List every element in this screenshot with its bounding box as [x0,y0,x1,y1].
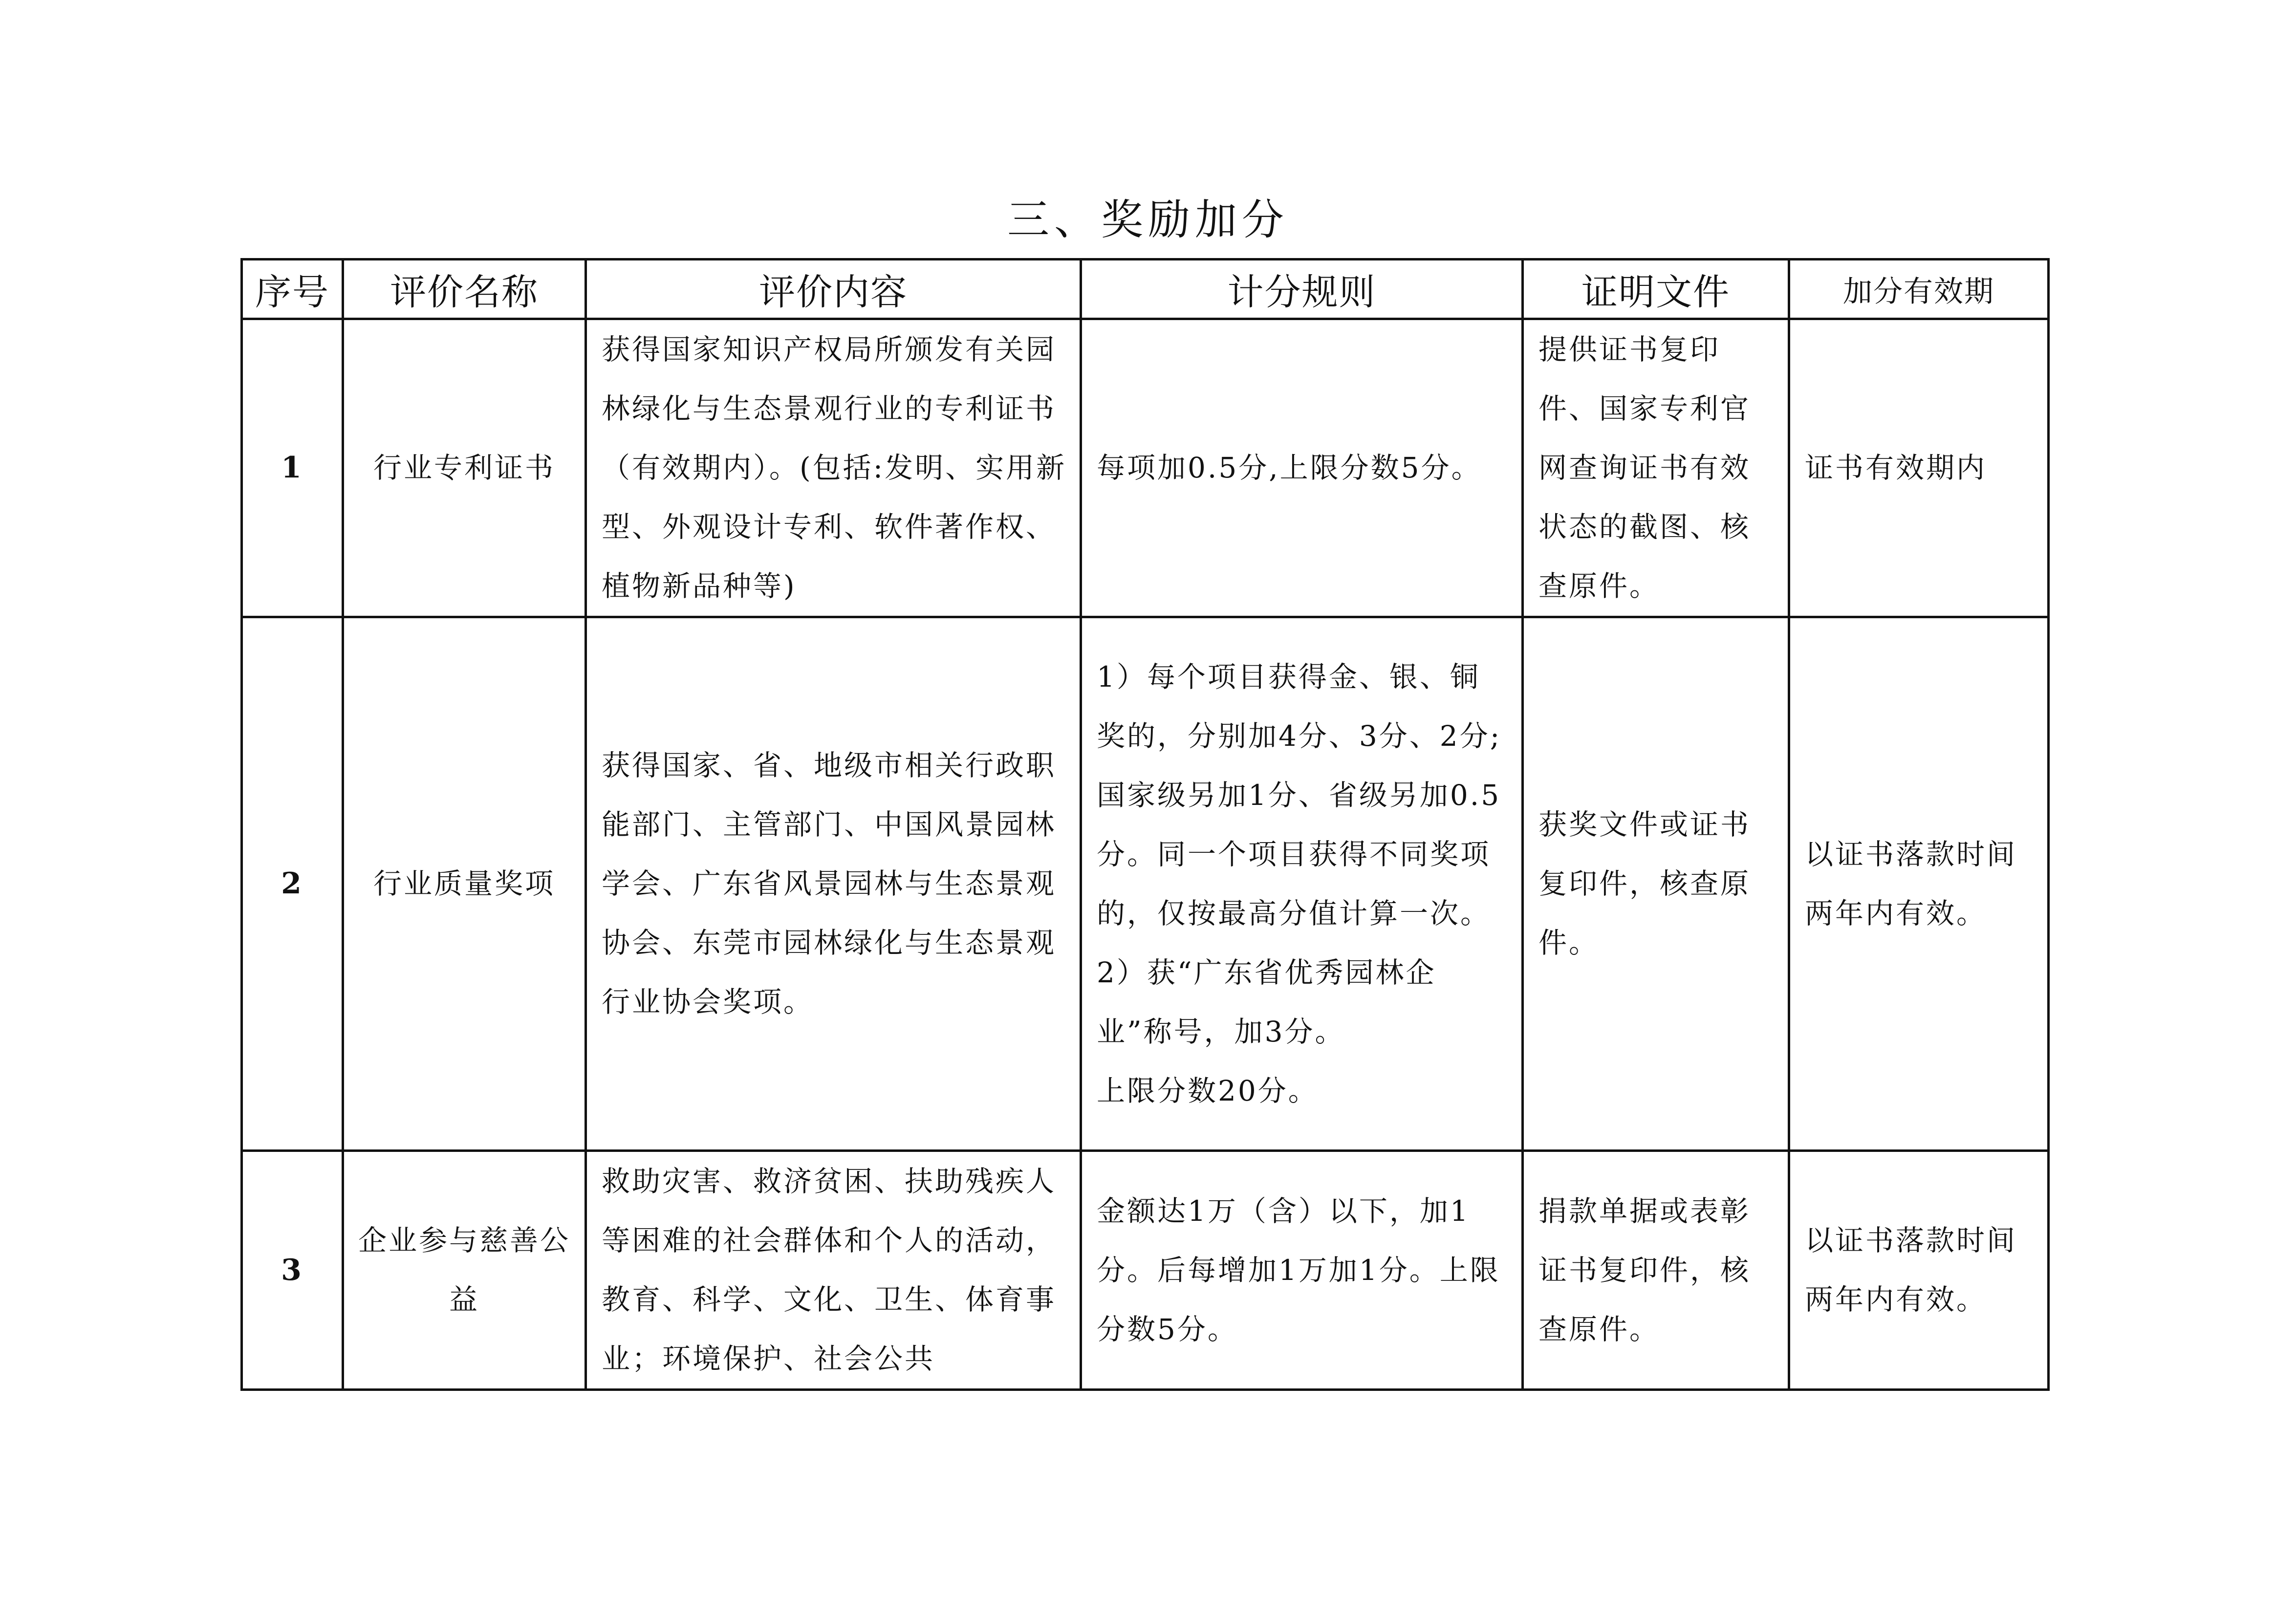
rule-line: 2）获“广东省优秀园林企业”称号，加3分。 [1097,955,1436,1048]
cell-content: 救助灾害、救济贫困、扶助残疾人等困难的社会群体和个人的活动，教育、科学、文化、卫生、体育事业；环境保护、社会公共 [586,1151,1081,1390]
cell-name: 行业质量奖项 [343,617,586,1151]
table-row [242,1151,2049,1390]
cell-rule: 每项加0.5分,上限分数5分。 [1081,319,1523,617]
table-header-row [242,260,2049,319]
page-title: 三、奖励加分 [1007,195,1289,244]
cell-validity: 证书有效期内 [1789,319,2049,617]
header-no: 序号 [242,260,343,319]
cell-name: 行业专利证书 [343,319,586,617]
cell-name: 企业参与慈善公益 [343,1151,586,1390]
rule-line: 上限分数20分。 [1097,1074,1319,1107]
cell-proof: 捐款单据或表彰证书复印件，核查原件。 [1523,1151,1789,1390]
cell-rule [1081,617,1523,1151]
header-validity: 加分有效期 [1789,260,2049,319]
header-content: 评价内容 [586,260,1081,319]
header-rule: 计分规则 [1081,260,1523,319]
header-proof: 证明文件 [1523,260,1789,319]
table-row [242,319,2049,617]
cell-validity: 以证书落款时间两年内有效。 [1789,1151,2049,1390]
cell-proof: 获奖文件或证书复印件，核查原件。 [1523,617,1789,1151]
rule-line: 1）每个项目获得金、银、铜奖的，分别加4分、3分、2分; 国家级另加1分、省级另加0.5分。同一个项目获得不同奖项的，仅按最高分值计算一次。 [1097,660,1502,930]
cell-content: 获得国家、省、地级市相关行政职能部门、主管部门、中国风景园林学会、广东省风景园林与生态景观协会、东莞市园林绿化与生态景观行业协会奖项。 [586,617,1081,1151]
cell-validity: 以证书落款时间两年内有效。 [1789,617,2049,1151]
cell-rule: 金额达1万（含）以下，加1分。后每增加1万加1分。上限分数5分。 [1081,1151,1523,1390]
cell-content: 获得国家知识产权局所颁发有关园林绿化与生态景观行业的专利证书（有效期内）。(包括:发明、实用新型、外观设计专利、软件著作权、植物新品种等) [586,319,1081,617]
award-bonus-table [240,258,2050,1391]
cell-no: 2 [242,617,343,1151]
header-name: 评价名称 [343,260,586,319]
cell-no: 1 [242,319,343,617]
table-row [242,617,2049,1151]
cell-no: 3 [242,1151,343,1390]
cell-proof: 提供证书复印件、国家专利官网查询证书有效状态的截图、核查原件。 [1523,319,1789,617]
